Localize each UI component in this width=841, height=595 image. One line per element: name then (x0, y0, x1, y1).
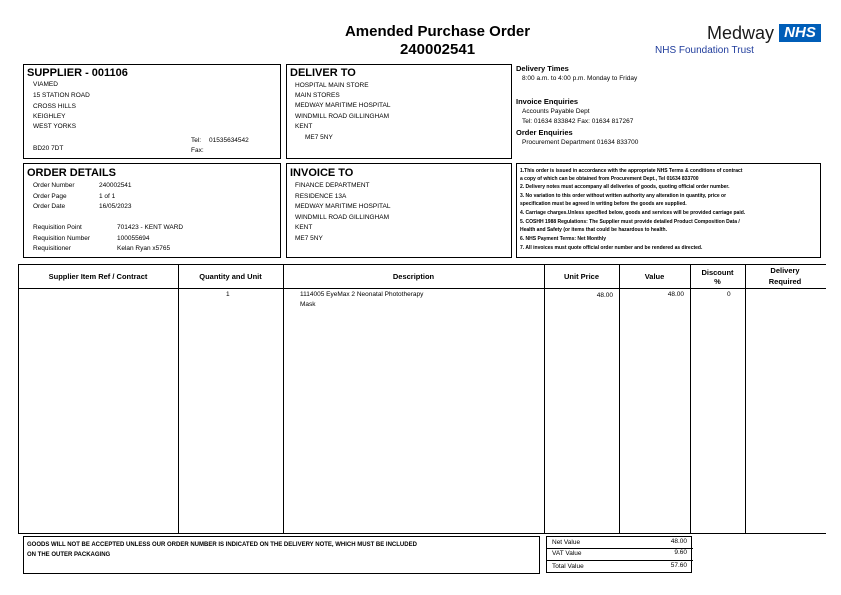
order-detail-value: 16/05/2023 (99, 203, 132, 210)
terms-box (516, 163, 821, 258)
order-number-title: 240002541 (399, 41, 476, 58)
invoice-to-line: KENT (295, 224, 313, 231)
col-header-delivery-required: Required (768, 277, 802, 286)
invoice-to-line: RESIDENCE 13A (295, 193, 347, 200)
term-line: 5. COSHH 1988 Regulations: The Supplier must provide detailed Product Composition Data / (520, 219, 740, 225)
requisition-value: 100055694 (117, 235, 150, 242)
col-divider (745, 264, 746, 534)
invoice-to-line: ME7 5NY (295, 235, 323, 242)
invoice-to-line: MEDWAY MARITIME HOSPITAL (295, 203, 391, 210)
invoice-enquiries-line: Accounts Payable Dept (522, 108, 590, 115)
col-divider (690, 264, 691, 534)
delivery-times-heading: Delivery Times (516, 64, 569, 73)
order-enquiries-heading: Order Enquiries (516, 128, 573, 137)
supplier-line: 15 STATION ROAD (33, 92, 90, 99)
invoice-to-box (286, 163, 512, 258)
term-line: 2. Delivery notes must accompany all deliveries of goods, quoting official order number. (520, 184, 730, 190)
term-line: Health and Safety (or items that could be hazardous to health. (520, 227, 667, 233)
term-line: 4. Carriage charges.Unless specified below, goods and services will be provided carriage paid. (520, 210, 746, 216)
order-detail-label: Order Page (33, 193, 67, 200)
total-value: 57.60 (670, 562, 687, 569)
term-line: 7. All invoices must quote official order number and be rendered as directed. (520, 245, 703, 251)
supplier-postcode: BD20 7DT (33, 145, 64, 152)
cell-unit-price: 48.00 (596, 292, 613, 299)
invoice-to-line: FINANCE DEPARTMENT (295, 182, 370, 189)
col-divider (283, 264, 284, 534)
col-divider (178, 264, 179, 534)
requisition-label: Requisition Point (33, 224, 82, 231)
supplier-line: KEIGHLEY (33, 113, 66, 120)
totals-divider (547, 560, 693, 561)
order-notice-line: ON THE OUTER PACKAGING (27, 552, 111, 558)
col-header-discount-unit: % (714, 277, 721, 286)
invoice-to-heading: INVOICE TO (290, 167, 354, 179)
deliver-to-box (286, 64, 512, 159)
invoice-enquiries-heading: Invoice Enquiries (516, 97, 579, 106)
term-line: 3. No variation to this order without written authority any alteration in quantity, price or (520, 193, 727, 199)
deliver-to-line: MAIN STORES (295, 92, 340, 99)
deliver-to-line: MEDWAY MARITIME HOSPITAL (295, 102, 391, 109)
order-detail-value: 240002541 (99, 182, 132, 189)
cell-description-cont: Mask (300, 301, 316, 308)
order-details-box (23, 163, 281, 258)
term-line: 6. NHS Payment Terms: Net Monthly (520, 236, 607, 242)
invoice-to-line: WINDMILL ROAD GILLINGHAM (295, 214, 390, 221)
order-detail-value: 1 of 1 (99, 193, 116, 200)
supplier-heading: SUPPLIER - 001106 (27, 67, 128, 79)
cell-description: 1114005 EyeMax 2 Neonatal Phototherapy (300, 291, 424, 298)
vat-value-label: VAT Value (552, 550, 582, 557)
deliver-to-line: HOSPITAL MAIN STORE (295, 82, 369, 89)
requisition-value: Kelan Ryan x5765 (117, 245, 171, 252)
col-header-supplier-ref: Supplier Item Ref / Contract (48, 272, 148, 281)
vat-value: 9.60 (674, 549, 687, 556)
table-header-divider (18, 288, 826, 289)
col-header-quantity: Quantity and Unit (199, 272, 262, 281)
order-notice-line: GOODS WILL NOT BE ACCEPTED UNLESS OUR ORDER NUMBER IS INDICATED ON THE DELIVERY NOTE, WHICH MUST BE INCLUDED (27, 542, 417, 548)
col-header-delivery: Delivery (770, 266, 800, 275)
cell-quantity: 1 (226, 291, 230, 298)
supplier-tel-value: 01535634542 (209, 137, 249, 144)
net-value-label: Net Value (552, 539, 581, 546)
order-enquiries-text: Procurement Department 01634 833700 (522, 139, 639, 146)
totals-box (546, 536, 692, 573)
page-title: Amended Purchase Order (344, 23, 531, 40)
order-details-heading: ORDER DETAILS (27, 167, 117, 179)
items-table (18, 264, 826, 534)
total-value-label: Total Value (552, 563, 584, 570)
col-divider (619, 264, 620, 534)
requisition-value: 701423 - KENT WARD (117, 224, 184, 231)
col-header-discount: Discount (701, 268, 734, 277)
supplier-line: WEST YORKS (33, 123, 77, 130)
deliver-to-line: ME7 5NY (305, 134, 333, 141)
cell-value: 48.00 (667, 291, 684, 298)
deliver-to-line: WINDMILL ROAD GILLINGHAM (295, 113, 390, 120)
order-notice-box (23, 536, 540, 574)
delivery-times-text: 8:00 a.m. to 4:00 p.m. Monday to Friday (522, 75, 638, 82)
order-detail-label: Order Number (33, 182, 75, 189)
net-value: 48.00 (670, 538, 687, 545)
cell-discount: 0 (727, 291, 731, 298)
supplier-fax-label: Fax: (191, 147, 204, 154)
col-divider (544, 264, 545, 534)
invoice-enquiries-line: Tel: 01634 833842 Fax: 01634 817267 (522, 118, 634, 125)
supplier-box (23, 64, 281, 159)
requisition-label: Requisitioner (33, 245, 71, 252)
medway-logo-word: Medway (707, 23, 775, 43)
col-header-description: Description (392, 272, 435, 281)
trust-name: NHS Foundation Trust (655, 45, 754, 56)
col-header-unit-price: Unit Price (563, 272, 599, 281)
term-line: a copy of which can be obtained from Procurement Dept., Tel 01634 833700 (520, 176, 699, 182)
order-detail-label: Order Date (33, 203, 66, 210)
requisition-label: Requisition Number (33, 235, 91, 242)
deliver-to-heading: DELIVER TO (290, 67, 356, 79)
deliver-to-line: KENT (295, 123, 313, 130)
supplier-tel-label: Tel: (191, 137, 202, 144)
term-line: 1.This order is issued in accordance with the appropriate NHS Terms & conditions of contract (520, 168, 743, 174)
nhs-logo-badge: NHS (779, 24, 821, 42)
term-line: specification must be agreed in writing before the goods are supplied. (520, 201, 687, 207)
col-header-value: Value (644, 272, 665, 281)
supplier-line: VIAMED (33, 81, 58, 88)
supplier-line: CROSS HILLS (33, 103, 76, 110)
